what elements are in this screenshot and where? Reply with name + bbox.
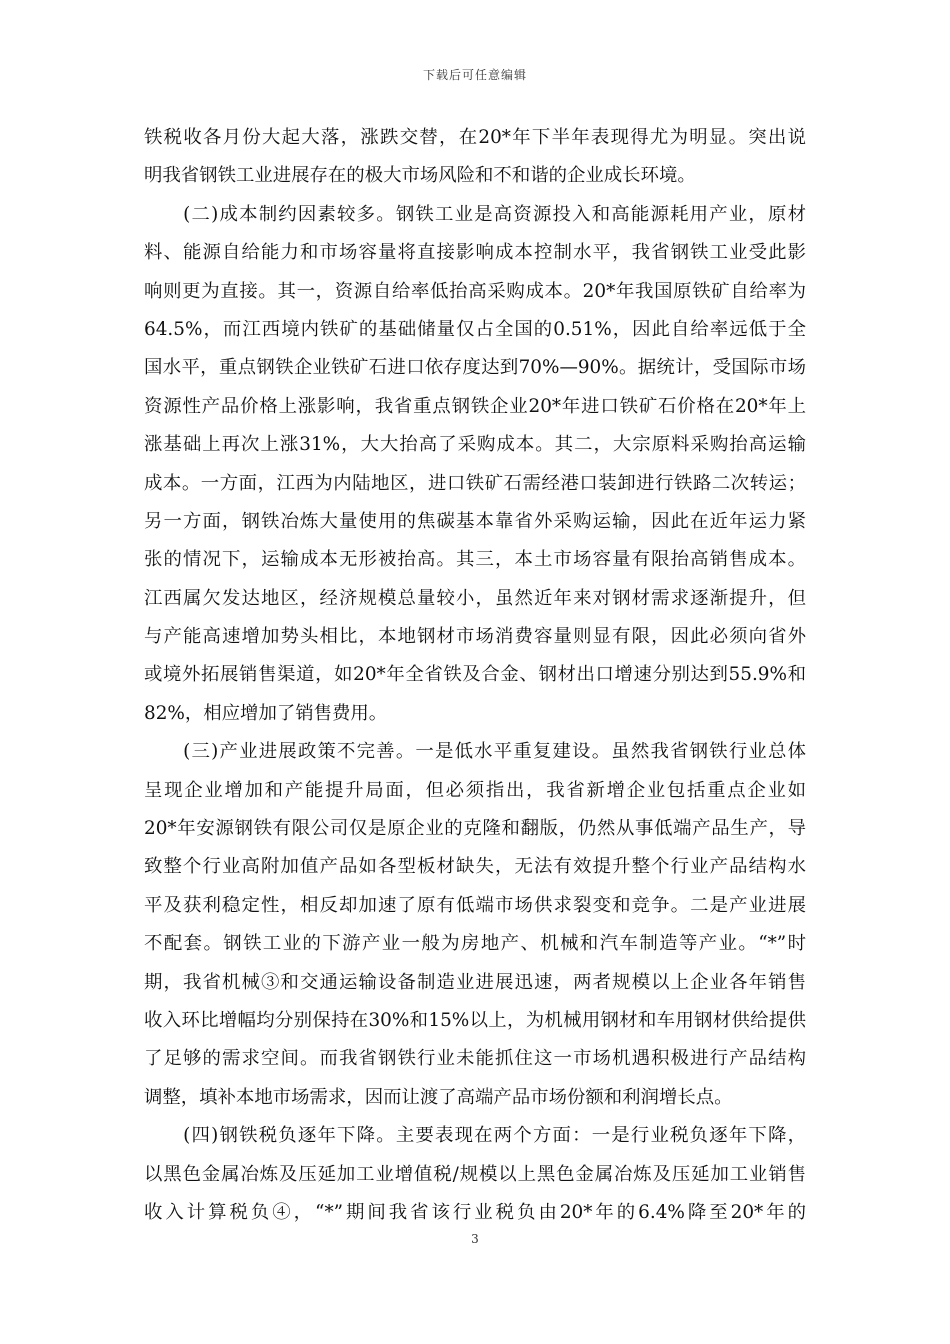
document-body bbox=[144, 119, 806, 1232]
text-line: 铁税收各月份大起大落，涨跌交替，在20*年下半年表现得尤为明显。突出说 bbox=[144, 127, 806, 148]
text-line: 以黑色金属冶炼及压延加工业增值税/规模以上黑色金属冶炼及压延加工业销售 bbox=[144, 1163, 806, 1185]
text-line: 另一方面，钢铁冶炼大量使用的焦碳基本靠省外采购运输，因此在近年运力紧 bbox=[144, 510, 806, 532]
text-line: 82%，相应增加了销售费用。 bbox=[144, 702, 388, 724]
text-line: 64.5%，而江西境内铁矿的基础储量仅占全国的0.51%，因此自给率远低于全 bbox=[144, 318, 806, 340]
text-line: 成本。一方面，江西为内陆地区，进口铁矿石需经港口装卸进行铁路二次转运； bbox=[144, 472, 806, 494]
text-line: 明我省钢铁工业进展存在的极大市场风险和不和谐的企业成长环境。 bbox=[144, 165, 696, 187]
text-line: 收入环比增幅均分别保持在30%和15%以上，为机械用钢材和车用钢材供给提供 bbox=[144, 1009, 806, 1031]
text-line: 不配套。钢铁工业的下游产业一般为房地产、机械和汽车制造等产业。“*”时 bbox=[144, 933, 806, 955]
page-header: 下载后可任意编辑 bbox=[422, 68, 527, 82]
text-line: 收入计算税负④，“*”期间我省该行业税负由20*年的6.4%降至20*年的 bbox=[144, 1201, 806, 1223]
text-line: (二)成本制约因素较多。钢铁工业是高资源投入和高能源耗用产业，原材 bbox=[144, 203, 806, 225]
page-number: 3 bbox=[471, 1232, 479, 1246]
text-line: 致整个行业高附加值产品如各型板材缺失，无法有效提升整个行业产品结构水 bbox=[144, 856, 806, 878]
text-line: 调整，填补本地市场需求，因而让渡了高端产品市场份额和利润增长点。 bbox=[144, 1086, 733, 1108]
text-line: 江西属欠发达地区，经济规模总量较小，虽然近年来对钢材需求逐渐提升，但 bbox=[144, 587, 806, 609]
text-line: 呈现企业增加和产能提升局面，但必须指出，我省新增企业包括重点企业如 bbox=[144, 779, 806, 801]
text-line: 资源性产品价格上涨影响，我省重点钢铁企业20*年进口铁矿石价格在20*年上 bbox=[144, 395, 806, 417]
text-line: 响则更为直接。其一，资源自给率低抬高采购成本。20*年我国原铁矿自给率为 bbox=[144, 280, 806, 302]
text-line: 张的情况下，运输成本无形被抬高。其三，本土市场容量有限抬高销售成本。 bbox=[144, 549, 806, 571]
text-line: 20*年安源钢铁有限公司仅是原企业的克隆和翻版，仍然从事低端产品生产，导 bbox=[144, 818, 806, 840]
text-line: (三)产业进展政策不完善。一是低水平重复建设。虽然我省钢铁行业总体 bbox=[144, 741, 806, 763]
text-line: 与产能高速增加势头相比，本地钢材市场消费容量则显有限，因此必须向省外 bbox=[144, 626, 806, 648]
text-line: 期，我省机械③和交通运输设备制造业进展迅速，两者规模以上企业各年销售 bbox=[144, 971, 806, 993]
text-line: 或境外拓展销售渠道，如20*年全省铁及合金、钢材出口增速分别达到55.9%和 bbox=[144, 664, 806, 686]
text-line: 料、能源自给能力和市场容量将直接影响成本控制水平，我省钢铁工业受此影 bbox=[144, 242, 806, 264]
text-line: (四)钢铁税负逐年下降。主要表现在两个方面：一是行业税负逐年下降， bbox=[144, 1125, 806, 1147]
text-line: 平及获利稳定性，相反却加速了原有低端市场供求裂变和竞争。二是产业进展 bbox=[144, 894, 806, 916]
text-line: 了足够的需求空间。而我省钢铁行业未能抓住这一市场机遇积极进行产品结构 bbox=[144, 1048, 806, 1070]
text-line: 国水平，重点钢铁企业铁矿石进口依存度达到70%—90%。据统计，受国际市场 bbox=[144, 357, 806, 379]
text-line: 涨基础上再次上涨31%，大大抬高了采购成本。其二，大宗原料采购抬高运输 bbox=[144, 434, 806, 456]
